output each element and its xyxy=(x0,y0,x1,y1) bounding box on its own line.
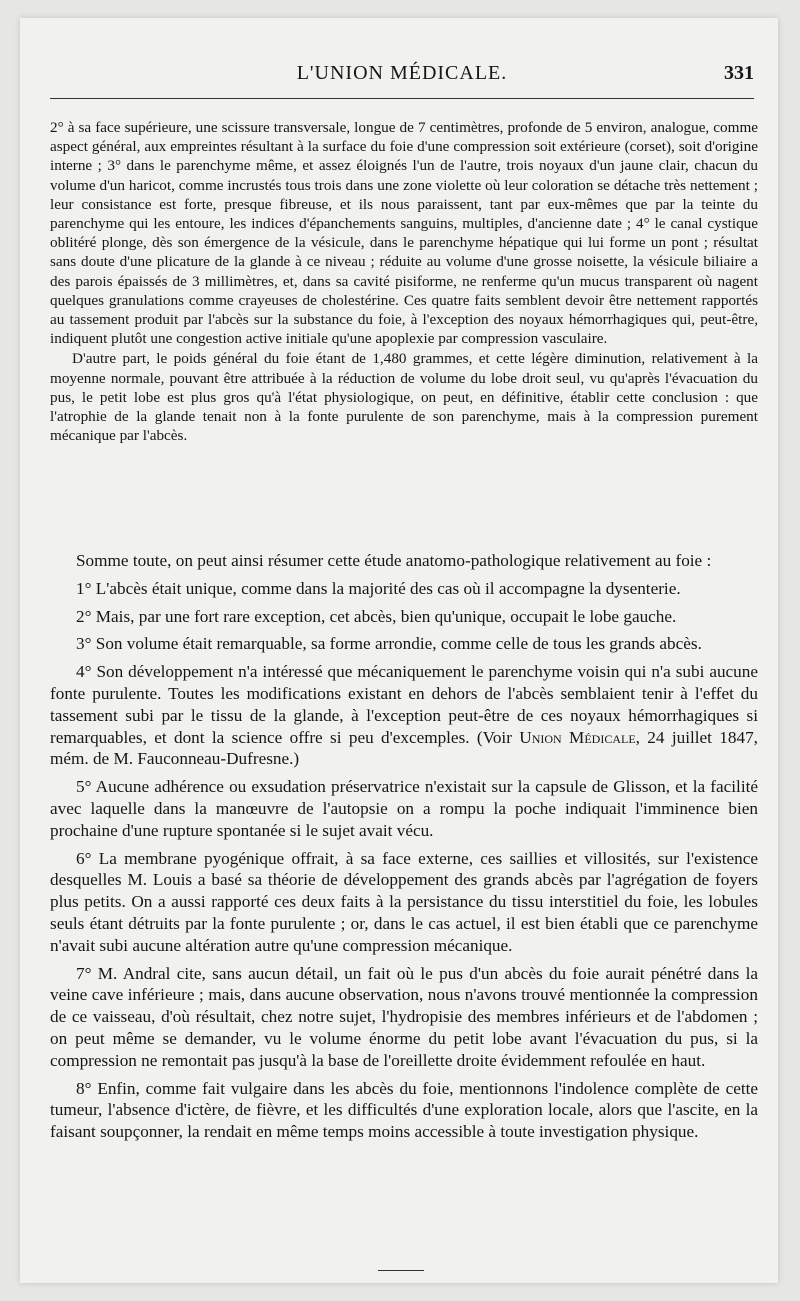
header-rule xyxy=(50,98,754,99)
summary-item-5: 5° Aucune adhérence ou exsudation préservatrice n'existait sur la capsule de Glisson, et la facilité avec laquelle dans la manœuvre de l'autopsie on a rompu la poche indiquait l'imminence bien prochaine d'une rupture spontanée si le sujet avait vécu. xyxy=(50,777,758,840)
paragraph-liver-findings: 2° à sa face supérieure, une scissure transversale, longue de 7 centimètres, profonde de 5 environ, analogue, comme aspect général, aux empreintes résultant à la surface du foie d'une compression soit extérieure (corset), soit d'origine interne ; 3° dans le parenchyme même, et assez éloignés l'un de l'autre, trois noyaux d'un jaune clair, chacun du volume d'un haricot, comme incrustés tous trois dans une zone violette où leur coloration se détache très nettement ; leur consistance est forte, presque fibreuse, et ils nous paraissent, tant par eux-mêmes que par la teinte du parenchyme qui les entoure, les indices d'épanchements sanguins, multiples, d'ancienne date ; 4° le canal cystique oblitéré plonge, dès son émergence de la vésicule, dans le parenchyme hépatique qui lui forme un pont ; résultat sans doute d'une plicature de la glande à ce niveau ; réduite au volume d'une grosse noisette, la vésicule biliaire a des parois épaissés de 3 millimètres, et, dans sa cavité pisiforme, ne renferme qu'un mucus transparent où nagent quelques granulations comme crayeuses de cholestérine. Ces quatre faits semblent devoir être nettement rapportés au tassement produit par l'abcès sur la substance du foie, à l'exception des noyaux hémorrhagiques qui, peut-être, indiquent plutôt une congestion active initiale qu'une apoplexie par compression vasculaire. xyxy=(50,119,758,348)
summary-item-8: 8° Enfin, comme fait vulgaire dans les abcès du foie, mentionnons l'indolence complète de cette tumeur, l'absence d'ictère, de fièvre, et les difficultés d'une exploration locale, alors que l'ascite, en la faisant soupçonner, la rendait en même temps moins accessible à toute investigation physique. xyxy=(50,1078,758,1142)
small-print-section xyxy=(50,118,758,445)
summary-item-2: 2° Mais, par une fort rare exception, cet abcès, bien qu'unique, occupait le lobe gauche. xyxy=(76,606,677,626)
page-number: 331 xyxy=(724,62,754,84)
paragraph-liver-weight: D'autre part, le poids général du foie étant de 1,480 grammes, et cette légère diminution, relativement à la moyenne normale, pouvant être attribuée à la réduction de volume du lobe droit seul, vu qu'après l'évacuation du pus, le petit lobe est plus gros qu'à l'état physiologique, on peut, en définitive, établir cette conclusion : que l'atrophie de la glande tenait non à la fonte purulente de son parenchyme, mais à la compression purement mécanique par l'abcès. xyxy=(50,350,758,445)
book-page xyxy=(20,18,778,1283)
summary-section xyxy=(50,550,758,1149)
running-title: L'UNION MÉDICALE. xyxy=(296,62,508,84)
end-rule xyxy=(378,1270,424,1271)
summary-item-1: 1° L'abcès était unique, comme dans la majorité des cas où il accompagne la dysenterie. xyxy=(76,578,681,598)
summary-item-4 xyxy=(50,661,758,770)
journal-reference: Union Médicale xyxy=(519,727,636,747)
summary-item-3: 3° Son volume était remarquable, sa forme arrondie, comme celle de tous les grands abcès. xyxy=(76,634,702,654)
summary-item-7: 7° M. Andral cite, sans aucun détail, un fait où le pus d'un abcès du foie aurait pénétré dans la veine cave inférieure ; mais, dans aucune observation, nous n'avons trouvé mentionnée la compression de ce vaisseau, d'où résultait, chez notre sujet, l'hydropisie des membres inférieurs et de l'abdomen ; on peut même se demander, vu le volume énorme du petit lobe avant l'évacuation du pus, si la compression ne remontait pas jusqu'à la base de l'oreillette droite évidemment refoulée en haut. xyxy=(50,963,758,1070)
page-header xyxy=(50,62,754,96)
summary-item-4-text: 4° Son développement n'a intéressé que mécaniquement le parenchyme voisin qui n'a subi aucune fonte purulente. Toutes les modifications existant en dehors de l'abcès semblaient tenir à l'effet du tassement subi par le tissu de la glande, à l'exception peut-être de ces noyaux hémorrhagiques si remarquables, et dont la science offre si peu d'excemples. (Voir xyxy=(50,662,758,747)
summary-item-4-tail: , 24 juillet 1847, mém. de M. Fauconneau-Dufresne.) xyxy=(50,727,758,769)
summary-item-6: 6° La membrane pyogénique offrait, à sa face externe, ces saillies et villosités, sur l'existence desquelles M. Louis a basé sa théorie de développement des grands abcès par l'agrégation de foyers plus petits. On a aussi rapporté ces deux faits à la persistance du tissu interstitiel du foie, les lobules seuls étant détruits par la fonte purulente ; or, dans le cas actuel, il est bien établi que ce parenchyme n'avait subi aucune altération autre qu'une compression mécanique. xyxy=(50,848,758,955)
summary-lead: Somme toute, on peut ainsi résumer cette étude anatomo-pathologique relativement au foie : xyxy=(76,551,712,570)
